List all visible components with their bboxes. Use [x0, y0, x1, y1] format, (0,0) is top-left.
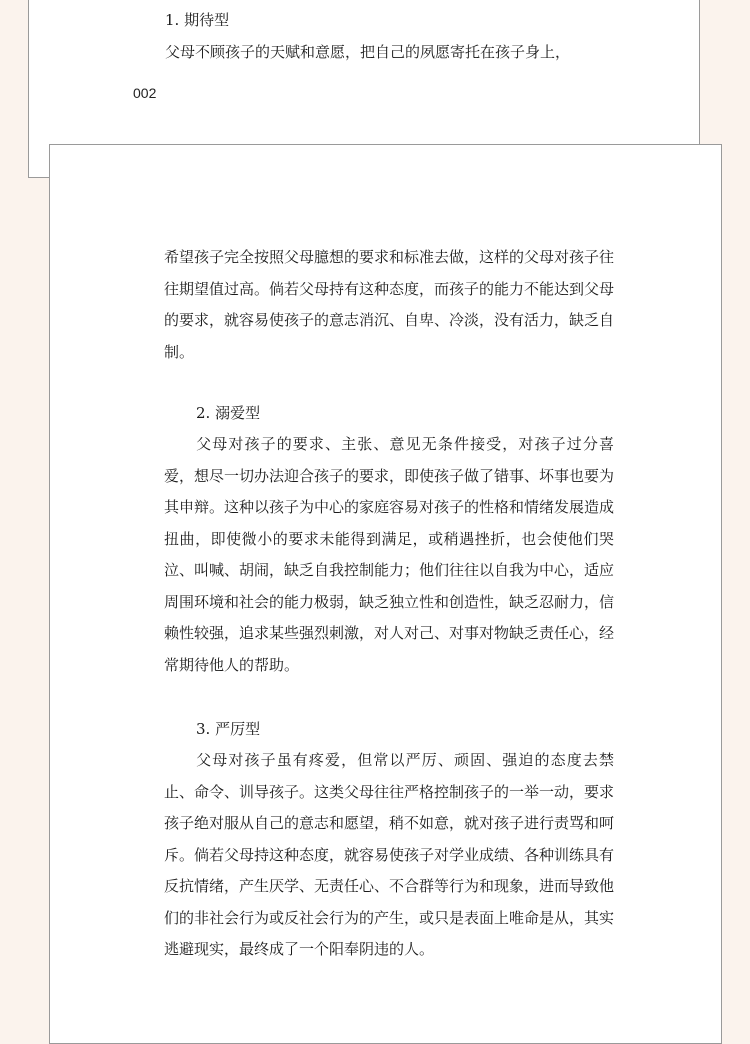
section-3-heading: 3. 严厉型: [196, 720, 261, 738]
section-2-heading: 2. 溺爱型: [196, 404, 261, 422]
section-1-heading: 1. 期待型: [165, 11, 230, 29]
section-2-text: 父母对孩子的要求、主张、意见无条件接受，对孩子过分喜爱，想尽一切办法迎合孩子的要求，即使孩子做了错事、坏事也要为其申辩。这种以孩子为中心的家庭容易对孩子的性格和情绪发展造成扭曲，即使微小的要求未能得到满足，或稍遇挫折，也会使他们哭泣、叫喊、胡闹，缺乏自我控制能力；他们往往以自我为中心，适应周围环境和社会的能力极弱，缺乏独立性和创造性，缺乏忍耐力，信赖性较强，追求某些强烈刺激，对人对己、对事对物缺乏责任心，经常期待他人的帮助。: [164, 435, 615, 674]
section-3-text: 父母对孩子虽有疼爱，但常以严厉、顽固、强迫的态度去禁止、命令、训导孩子。这类父母往往严格控制孩子的一举一动，要求孩子绝对服从自己的意志和愿望，稍不如意，就对孩子进行责骂和呵斥。倘若父母持这种态度，就容易使孩子对学业成绩、各种训练具有反抗情绪，产生厌学、无责任心、不合群等行为和现象，进而导致他们的非社会行为或反社会行为的产生，或只是表面上唯命是从，其实逃避现实，最终成了一个阳奉阴违的人。: [164, 751, 615, 958]
page-number: 002: [133, 85, 157, 101]
section-2-paragraph: [164, 429, 614, 681]
section-3-paragraph: [164, 745, 614, 966]
previous-page-line: 父母不顾孩子的天赋和意愿，把自己的夙愿寄托在孩子身上，: [165, 43, 571, 61]
current-page: [49, 144, 722, 1044]
paragraph-continued: 希望孩子完全按照父母臆想的要求和标准去做，这样的父母对孩子往往期望值过高。倘若父母持有这种态度，而孩子的能力不能达到父母的要求，就容易使孩子的意志消沉、自卑、冷淡，没有活力，缺乏自制。: [164, 248, 615, 361]
